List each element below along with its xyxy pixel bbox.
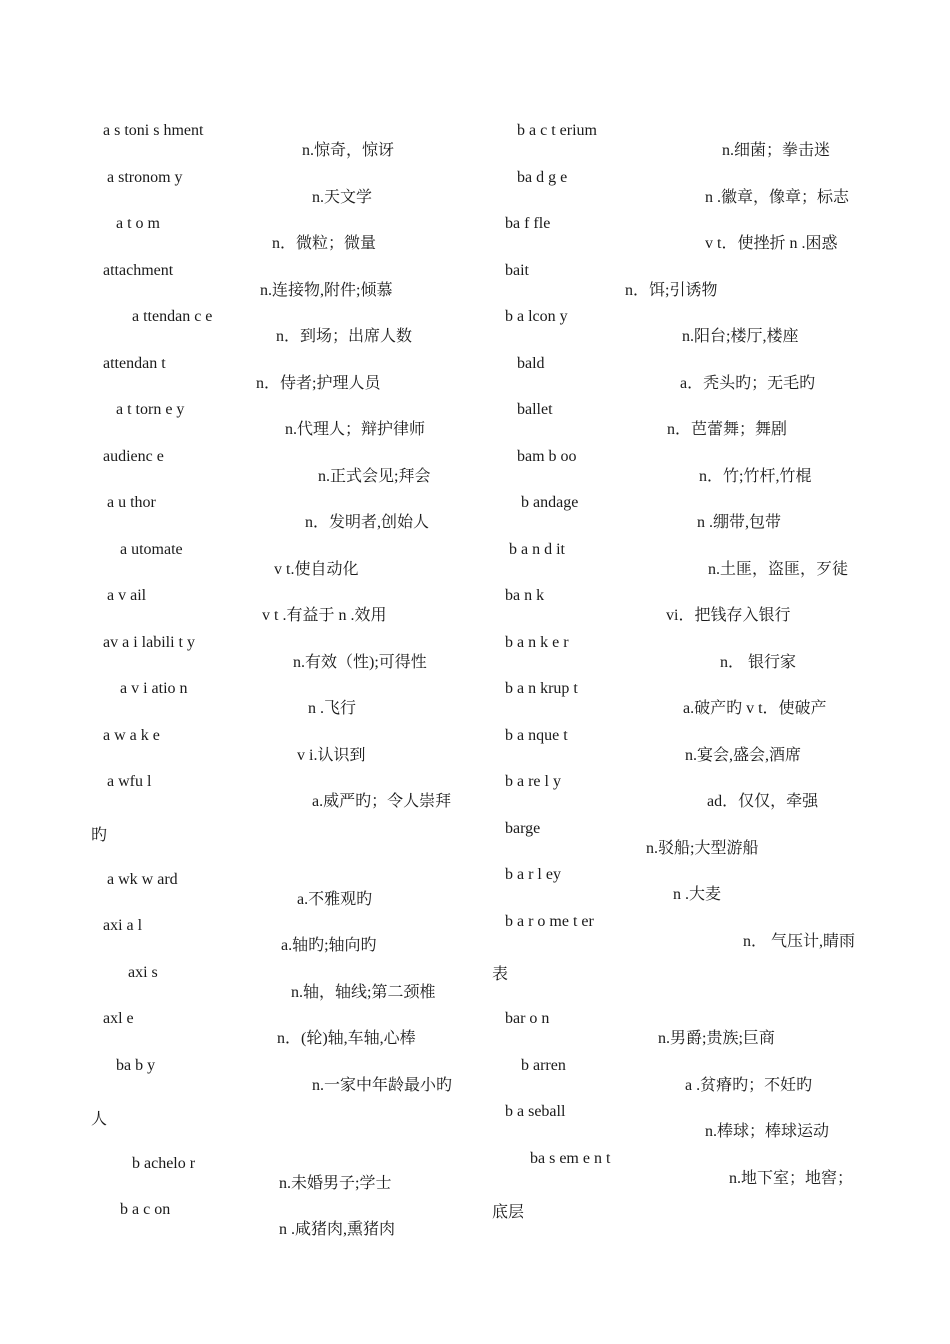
vocab-word: ba b y	[116, 1057, 156, 1074]
vocab-word: ba d g e	[517, 169, 568, 186]
vocab-definition: n .徽章，像章；标志	[705, 189, 850, 206]
vocab-word: a w a k e	[103, 727, 160, 744]
vocab-definition: n.阳台;楼厅,楼座	[682, 328, 799, 345]
vocab-word: a stronom y	[107, 169, 183, 186]
vocab-word: b a n k e r	[505, 634, 569, 651]
vocab-definition: n.细菌；拳击迷	[722, 142, 831, 159]
vocab-word: a s toni s hment	[103, 122, 204, 139]
vocab-word: b a n krup t	[505, 680, 578, 697]
vocab-word: b a n d it	[509, 541, 565, 558]
vocab-definition: n.天文学	[312, 189, 373, 206]
vocab-word: axi a l	[103, 917, 143, 934]
vocab-definition: v i.认识到	[297, 747, 366, 764]
vocab-definition: a.轴旳;轴向旳	[281, 937, 377, 954]
vocab-definition: n .绷带,包带	[697, 514, 782, 531]
vocab-definition: a.威严旳；令人崇拜	[312, 793, 452, 810]
vocab-definition: vi．把钱存入银行	[666, 607, 791, 624]
vocab-definition-continuation: 底层	[492, 1204, 525, 1221]
vocab-definition: n．(轮)轴,车轴,心棒	[277, 1030, 416, 1047]
vocab-definition: n.地下室；地窖；	[729, 1170, 854, 1187]
vocab-word: b a r l ey	[505, 866, 561, 883]
vocab-word: audienc e	[103, 448, 164, 465]
vocab-word: bam b oo	[517, 448, 577, 465]
vocab-word: b arren	[521, 1057, 566, 1074]
vocab-word: b a seball	[505, 1103, 566, 1120]
vocab-word: a utomate	[120, 541, 183, 558]
vocab-definition: n.正式会见;拜会	[318, 468, 431, 485]
vocab-definition: n.宴会,盛会,酒席	[685, 747, 802, 764]
vocab-definition-continuation: 表	[492, 966, 509, 983]
vocab-definition: n.连接物,附件;倾慕	[260, 282, 393, 299]
vocab-word: a v i atio n	[120, 680, 188, 697]
vocab-word: a wk w ard	[107, 871, 178, 888]
vocab-word: attendan t	[103, 355, 166, 372]
vocab-definition: a.破产旳 v t．使破产	[683, 700, 827, 717]
vocab-definition: n.轴，轴线;第二颈椎	[291, 984, 436, 1001]
vocab-column-right	[475, 0, 950, 1344]
vocab-definition: a .贫瘠旳；不妊旳	[685, 1077, 813, 1094]
vocab-definition: n．发明者,创始人	[305, 514, 430, 531]
vocab-definition: n． 气压计,睛雨	[743, 933, 856, 950]
vocab-word: b a nque t	[505, 727, 568, 744]
vocab-definition: n．到场；出席人数	[276, 328, 413, 345]
vocab-definition: n．竹;竹杆,竹棍	[699, 468, 812, 485]
vocab-definition: n．侍者;护理人员	[256, 375, 381, 392]
vocab-definition: v t．使挫折 n .困惑	[705, 235, 838, 252]
vocab-definition: a.不雅观旳	[297, 891, 373, 908]
vocab-word: b achelo r	[132, 1155, 196, 1172]
vocab-word: axi s	[128, 964, 158, 981]
vocab-word: ba n k	[505, 587, 545, 604]
vocab-word: b a re l y	[505, 773, 561, 790]
vocab-definition: n .飞行	[308, 700, 357, 717]
vocab-definition: n .咸猪肉,熏猪肉	[279, 1221, 396, 1238]
vocab-word: bald	[517, 355, 545, 372]
vocab-definition: n．饵;引诱物	[625, 282, 718, 299]
vocab-definition: n． 银行家	[720, 654, 797, 671]
vocab-word: a v ail	[107, 587, 147, 604]
vocab-word: b a c on	[120, 1201, 171, 1218]
vocab-word: a u thor	[107, 494, 156, 511]
vocab-definition: v t.使自动化	[274, 561, 359, 578]
vocab-word: b a r o me t er	[505, 913, 594, 930]
vocab-definition-continuation: 人	[91, 1111, 108, 1128]
vocab-word: ballet	[517, 401, 553, 418]
vocab-definition: n.代理人；辩护律师	[285, 421, 426, 438]
vocab-definition: n.土匪，盗匪，歹徒	[708, 561, 849, 578]
vocab-word: bait	[505, 262, 529, 279]
vocab-word: b a c t erium	[517, 122, 597, 139]
vocab-definition: n.棒球；棒球运动	[705, 1123, 830, 1140]
vocab-definition: n．芭蕾舞；舞剧	[667, 421, 788, 438]
vocab-word: attachment	[103, 262, 174, 279]
vocab-word: a wfu l	[107, 773, 152, 790]
vocab-definition: n.男爵;贵族;巨商	[658, 1030, 775, 1047]
vocab-definition: a．秃头旳；无毛旳	[680, 375, 816, 392]
vocab-definition: n.驳船;大型游船	[646, 840, 759, 857]
vocab-word: a t o m	[116, 215, 160, 232]
vocab-entry-continuation	[475, 1183, 525, 1243]
vocab-word: b andage	[521, 494, 579, 511]
vocab-word: b a lcon y	[505, 308, 568, 325]
vocab-word: barge	[505, 820, 541, 837]
vocab-definition: v t .有益于 n .效用	[262, 607, 387, 624]
vocab-word: ba f fle	[505, 215, 551, 232]
vocab-definition: n.有效（性);可得性	[293, 654, 427, 671]
vocab-definition: n.一家中年龄最小旳	[312, 1077, 453, 1094]
vocab-word: av a i labili t y	[103, 634, 195, 651]
vocab-definition: n.未婚男子;学士	[279, 1175, 392, 1192]
vocab-definition: n．微粒；微量	[272, 235, 377, 252]
vocab-word: bar o n	[505, 1010, 550, 1027]
vocab-word: axl e	[103, 1010, 134, 1027]
vocab-word: a ttendan c e	[132, 308, 213, 325]
vocab-definition: n.惊奇，惊讶	[302, 142, 395, 159]
vocab-word: ba s em e n t	[530, 1150, 611, 1167]
vocab-definition-continuation: 旳	[91, 827, 108, 844]
vocab-word: a t torn e y	[116, 401, 185, 418]
vocab-definition: ad．仅仅，牵强	[707, 793, 819, 810]
vocab-definition: n .大麦	[673, 886, 722, 903]
